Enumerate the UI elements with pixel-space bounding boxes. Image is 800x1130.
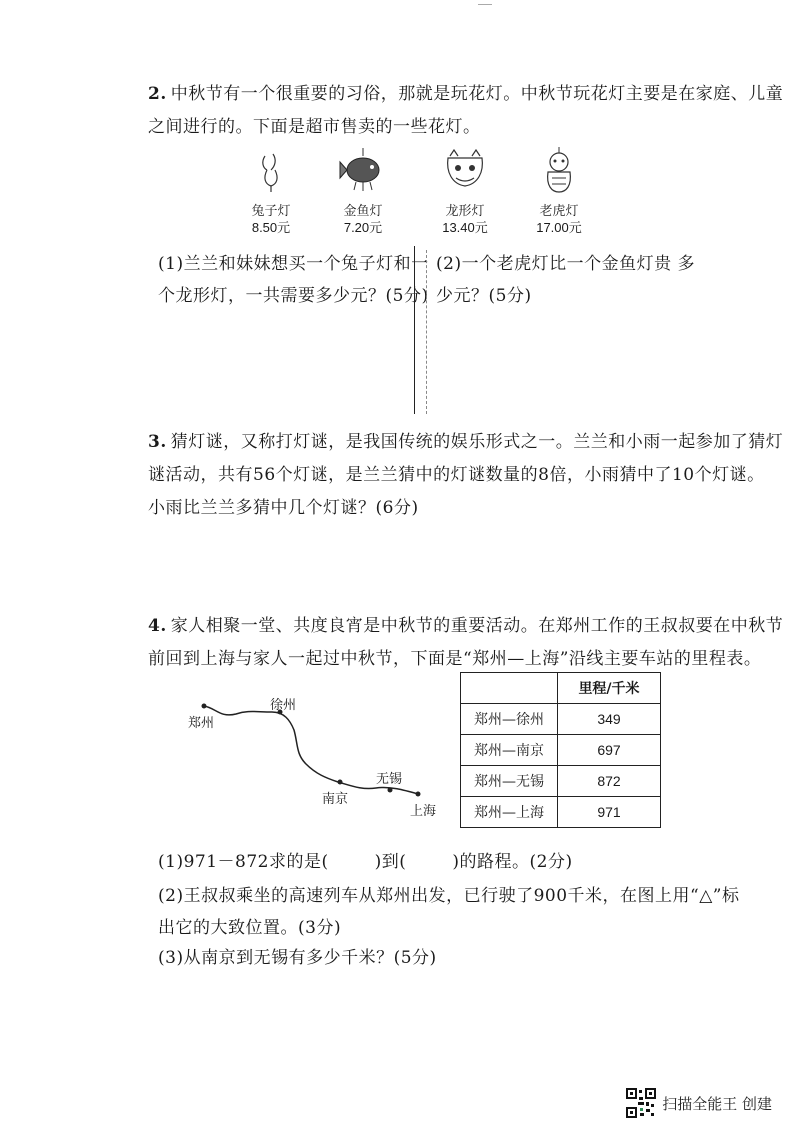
question-4-line-1: 家人相聚一堂、共度良宵是中秋节的重要活动。在郑州工作的王叔叔要在中秋节 <box>170 616 784 636</box>
table-cell-route: 郑州—南京 <box>461 735 558 766</box>
goldfish-lantern-icon <box>338 146 388 196</box>
question-3-line-1: 猜灯谜，又称打灯谜，是我国传统的娱乐形式之一。兰兰和小雨一起参加了猜灯 <box>170 432 784 452</box>
table-cell-distance: 349 <box>558 704 661 735</box>
question-2-text <box>148 78 784 144</box>
question-2-sub-2-line-2: 少元？(5分) <box>436 286 532 306</box>
question-4-sub-2-line-1: (2)王叔叔乘坐的高速列车从郑州出发，已行驶了900千米，在图上用“△”标 <box>158 886 740 906</box>
question-4-sub-1-part-c: )的路程。(2分) <box>452 852 573 872</box>
station-dot-shanghai <box>416 792 421 797</box>
question-4-sub-2-line-2: 出它的大致位置。(3分) <box>158 918 342 938</box>
lantern-price: 7.20元 <box>343 220 383 235</box>
question-3-line-2: 谜活动，共有56个灯谜，是兰兰猜中的灯谜数量的8倍，小雨猜中了10个灯谜。 <box>148 465 765 485</box>
map-label-nanjing: 南京 <box>322 792 349 807</box>
station-dot-zhengzhou <box>202 704 207 709</box>
lantern-name: 金鱼灯 <box>343 204 383 219</box>
top-margin-mark <box>478 0 492 5</box>
map-label-zhengzhou: 郑州 <box>188 716 215 731</box>
lantern-name: 老虎灯 <box>539 204 579 219</box>
question-2-line-1: 中秋节有一个很重要的习俗，那就是玩花灯。中秋节玩花灯主要是在家庭、儿童 <box>170 84 784 104</box>
map-label-xuzhou: 徐州 <box>270 698 297 713</box>
qr-code-icon <box>626 1088 656 1118</box>
lantern-item-dragon <box>420 146 510 236</box>
question-4-sub-1-part-a: (1)971－872求的是( <box>158 852 329 872</box>
table-cell-distance: 971 <box>558 797 661 828</box>
table-row <box>461 766 661 797</box>
lantern-price: 13.40元 <box>442 220 488 235</box>
table-cell-distance: 872 <box>558 766 661 797</box>
answer-divider-dashed <box>426 250 427 414</box>
table-row <box>461 704 661 735</box>
lantern-price: 8.50元 <box>251 220 291 235</box>
dragon-lantern-icon <box>440 146 490 196</box>
question-2-sub-1 <box>158 248 429 312</box>
question-3-number: 3. <box>148 432 167 452</box>
question-2-sub-2 <box>436 248 695 312</box>
lantern-item-goldfish <box>318 146 408 236</box>
question-2-line-2: 之间进行的。下面是超市售卖的一些花灯。 <box>148 117 481 137</box>
station-dot-nanjing <box>338 780 343 785</box>
lantern-item-tiger <box>514 146 604 236</box>
table-cell-distance: 697 <box>558 735 661 766</box>
lantern-name: 兔子灯 <box>251 204 291 219</box>
map-label-shanghai: 上海 <box>410 804 437 819</box>
question-2-sub-2-line-1: (2)一个老虎灯比一个金鱼灯贵 多 <box>436 254 695 274</box>
question-3-line-3: 小雨比兰兰多猜中几个灯谜？(6分) <box>148 498 419 518</box>
rabbit-lantern-icon <box>251 150 291 196</box>
lantern-price: 17.00元 <box>536 220 582 235</box>
table-cell-route: 郑州—上海 <box>461 797 558 828</box>
question-3-text <box>148 426 784 525</box>
distance-table <box>460 672 661 828</box>
question-4-sub-1 <box>158 846 718 878</box>
question-4-text <box>148 610 784 676</box>
table-header-cell <box>461 673 558 704</box>
table-header-cell: 里程/千米 <box>558 673 661 704</box>
question-2-number: 2. <box>148 84 167 104</box>
table-cell-route: 郑州—无锡 <box>461 766 558 797</box>
railway-route-map <box>186 690 446 830</box>
watermark-text: 扫描全能王 创建 <box>662 1094 772 1113</box>
table-row <box>461 735 661 766</box>
question-4-sub-2 <box>158 880 738 944</box>
railway-route-line <box>186 690 446 830</box>
answer-divider-solid <box>414 246 415 414</box>
map-label-wuxi: 无锡 <box>376 772 403 787</box>
table-row <box>461 797 661 828</box>
question-2-sub-1-line-2: 个龙形灯，一共需要多少元？(5分) <box>158 286 429 306</box>
table-header-row <box>461 673 661 704</box>
question-4-sub-1-part-b: )到( <box>374 852 407 872</box>
lantern-item-rabbit <box>226 150 316 236</box>
table-cell-route: 郑州—徐州 <box>461 704 558 735</box>
tiger-lantern-icon <box>534 146 584 196</box>
question-2-sub-1-line-1: (1)兰兰和妹妹想买一个兔子灯和一 <box>158 254 429 274</box>
question-4-number: 4. <box>148 616 167 636</box>
lantern-name: 龙形灯 <box>445 204 485 219</box>
question-4-line-2: 前回到上海与家人一起过中秋节，下面是“郑州—上海”沿线主要车站的里程表。 <box>148 649 762 669</box>
station-dot-wuxi <box>388 788 393 793</box>
scanner-watermark <box>626 1088 772 1118</box>
question-4-sub-3: (3)从南京到无锡有多少千米？(5分) <box>158 948 437 968</box>
